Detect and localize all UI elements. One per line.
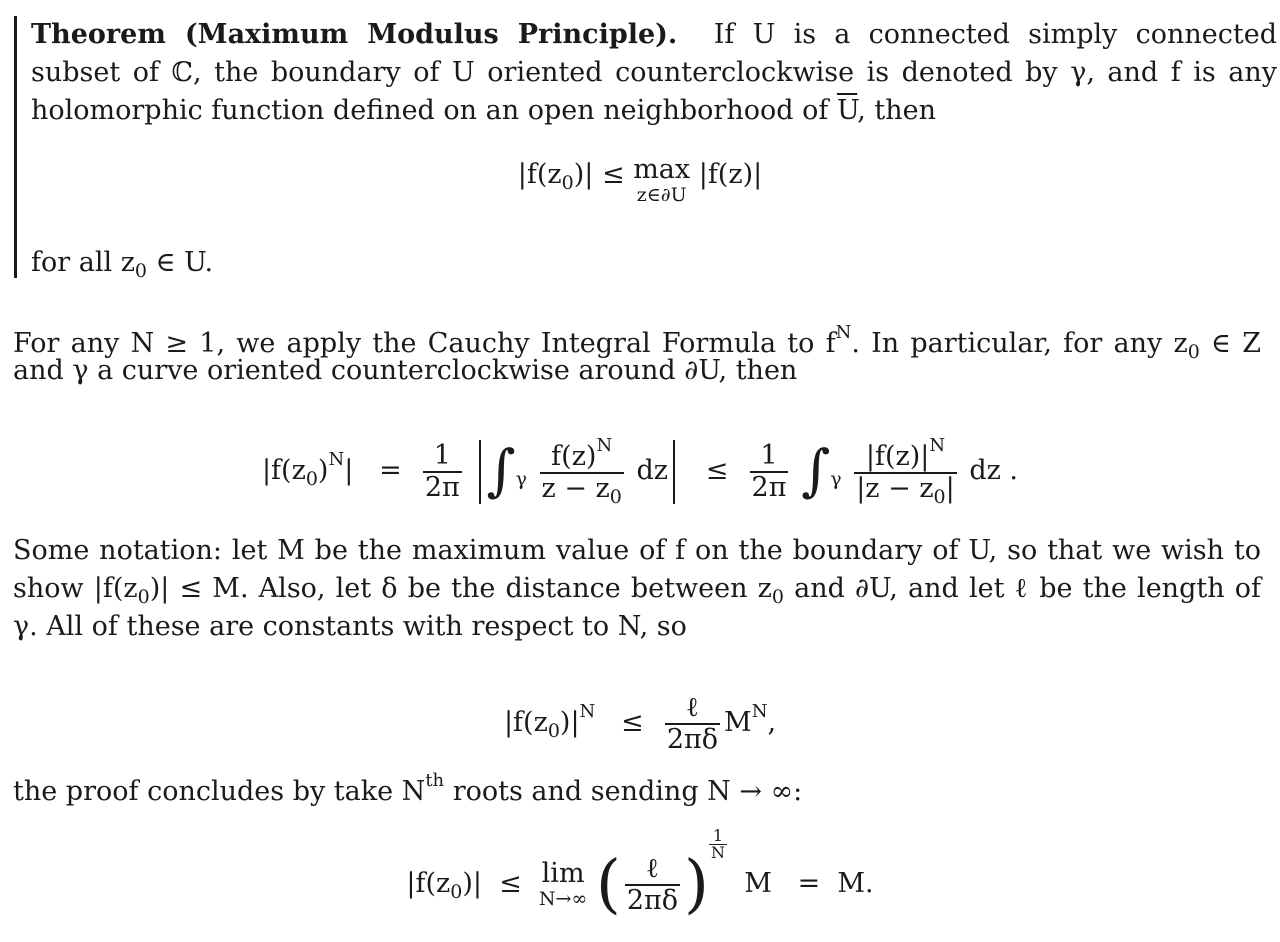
eq2-dz-1: dz <box>636 455 668 486</box>
theorem-line-3-text: holomorphic function defined on an open neighborhood of <box>31 95 829 126</box>
eq2-frac-1 <box>423 441 462 503</box>
eq2-int-sub-1: γ <box>515 468 527 490</box>
eq2-sub0: 0 <box>305 468 318 490</box>
eq2-abs-right <box>673 440 675 504</box>
equation-limit <box>0 828 1280 928</box>
eq2-lhs-end: | <box>344 455 354 486</box>
eq2-frac3-den: 2π <box>751 471 787 503</box>
para3-text: the proof concludes by take N <box>13 776 426 807</box>
equation-bound-N <box>0 672 1280 755</box>
eq1-rhs: |f(z)| <box>698 159 763 190</box>
para2-line2-text: show |f(z <box>13 573 138 604</box>
closure-U: $\overline{U}$ <box>836 95 858 126</box>
eq3-lhs-end: )| <box>559 707 580 738</box>
eq4-lhs: |f(z <box>406 868 451 899</box>
eq4-paren-right: ) <box>684 847 710 922</box>
max-label: max <box>633 154 691 185</box>
theorem-line-1 <box>31 16 1277 54</box>
para1-line1-end2: ∈ Z <box>1199 328 1261 359</box>
theorem-block <box>14 16 1277 282</box>
eq2-int-sub-2: γ <box>830 468 842 490</box>
para3-text-end: roots and sending N → ∞: <box>444 776 803 807</box>
closing-sub0: 0 <box>134 260 148 282</box>
eq3-comma: , <box>767 707 777 738</box>
paragraph-notation <box>13 532 1261 646</box>
para1-line1-text: For any N ≥ 1, we apply the Cauchy Integral Formula to f <box>13 328 836 359</box>
eq4-M: M <box>744 868 772 899</box>
eq3-lhs: |f(z <box>503 707 548 738</box>
eq4-exp-den: N <box>711 843 726 862</box>
lim-operator <box>538 857 588 910</box>
eq2-frac2-den <box>540 472 624 512</box>
eq4-frac-den: 2πδ <box>626 884 679 916</box>
equation-max-modulus <box>17 156 1263 206</box>
eq2-num1: f(z) <box>551 441 597 472</box>
para2-line-2 <box>13 570 1261 608</box>
integral-sign-2: ∫ <box>801 438 831 504</box>
para3-line <box>13 762 1261 807</box>
eq2-frac4-den <box>854 472 957 512</box>
eq3-rhs-sup: N <box>751 701 768 722</box>
eq2-frac-3 <box>750 441 789 503</box>
para2-line-1: Some notation: let M be the maximum value of f on the boundary of U, so that we wish to <box>13 535 1261 566</box>
eq2-num2: |f(z)| <box>865 441 930 472</box>
eq2-leq: ≤ <box>705 455 729 486</box>
eq2-den2-end: | <box>945 473 955 504</box>
para1-sup-N: N <box>835 322 852 343</box>
para1-line-1 <box>13 314 1261 363</box>
eq2-num2-sup: N <box>929 435 946 456</box>
para2-sub0-a: 0 <box>137 586 150 608</box>
eq2-lhs: |f(z <box>261 455 306 486</box>
eq2-abs-left <box>479 440 481 504</box>
para2-sub0-b: 0 <box>771 586 784 608</box>
paragraph-cauchy <box>13 314 1261 390</box>
theorem-line-1-rest: If U is a connected simply connected <box>713 19 1277 50</box>
integral-sign-1: ∫ <box>486 438 516 504</box>
para3-sup-th: th <box>425 770 445 791</box>
eq2-num1-sup: N <box>596 435 613 456</box>
eq3-frac-den: 2πδ <box>666 723 719 755</box>
eq4-lhs-end: )| <box>462 868 482 899</box>
eq2-frac1-den: 2π <box>424 471 460 503</box>
eq4-equals: = <box>797 868 821 899</box>
eq2-den1-sub0: 0 <box>609 486 622 508</box>
para1-sub0: 0 <box>1187 341 1200 363</box>
eq3-frac <box>665 693 720 755</box>
equation-cauchy-bound: $|f(z_0)^N|$ = $\frac{1}{2\pi}$ $\int_\gamma$ $\frac{f(z)^N}{z - z_0}$ dz ≤ $\frac{1}{2\pi}$ $\int_\gamma$ $\frac{|f(z)|^N}{|z - z_0|}$ dz . <box>0 420 1280 500</box>
eq3-sup-N: N <box>579 701 596 722</box>
eq4-sub0: 0 <box>450 881 463 903</box>
eq2-frac4-num <box>854 431 957 472</box>
para1-line-2: and γ a curve oriented counterclockwise around ∂U, then <box>13 355 798 386</box>
eq2-frac2-num <box>540 431 624 472</box>
para1-line1-end: . In particular, for any z <box>851 328 1188 359</box>
eq4-frac <box>625 854 680 916</box>
para2-line2-end: and ∂U, and let ℓ be the length of <box>783 573 1261 604</box>
eq2-den2: |z − z <box>856 473 934 504</box>
eq2-den1: z − z <box>541 473 610 504</box>
eq3-sub0: 0 <box>547 720 560 742</box>
eq2-frac1-num: 1 <box>433 439 451 471</box>
theorem-line-3 <box>31 92 1277 130</box>
theorem-line-3-end: , then <box>857 95 936 126</box>
eq3-frac-num: ℓ <box>685 691 699 723</box>
eq3-leq: ≤ <box>621 707 644 738</box>
eq4-rhs: M. <box>837 868 874 899</box>
para2-line2-mid: )| ≤ M. Also, let δ be the distance between z <box>149 573 772 604</box>
eq1-lhs-end: )| ≤ <box>573 159 625 190</box>
closing-text: for all z <box>31 247 135 278</box>
eq2-sup-N: N <box>328 449 345 470</box>
eq4-exponent <box>709 828 727 861</box>
eq4-paren-left: ( <box>595 847 621 922</box>
closing-end: ∈ U. <box>147 247 214 278</box>
eq4-frac-num: ℓ <box>645 852 659 884</box>
paragraph-conclusion <box>13 762 1261 807</box>
eq3-rhs: M <box>724 707 752 738</box>
lim-subscript: N→∞ <box>538 887 588 910</box>
eq2-frac-4 <box>854 431 957 512</box>
theorem-title: Theorem (Maximum Modulus Principle). <box>31 19 678 50</box>
eq1-sub0: 0 <box>561 172 574 194</box>
max-operator <box>633 156 690 206</box>
theorem-closing <box>31 244 213 282</box>
eq4-leq: ≤ <box>499 868 522 899</box>
eq2-dz-2: dz . <box>969 455 1019 486</box>
eq1-lhs: |f(z <box>517 159 562 190</box>
eq2-frac3-num: 1 <box>760 439 778 471</box>
eq2-equals: = <box>379 455 402 486</box>
eq2-den2-sub0: 0 <box>933 486 946 508</box>
lim-label: lim <box>541 857 585 889</box>
eq4-exp-num: 1 <box>712 826 724 845</box>
theorem-line-2: subset of ℂ, the boundary of U oriented counterclockwise is denoted by γ, and f is any <box>31 57 1277 88</box>
para2-line-3: γ. All of these are constants with respect to N, so <box>13 611 687 642</box>
max-subscript: z∈∂U <box>636 184 687 206</box>
eq2-frac-2 <box>540 431 624 512</box>
